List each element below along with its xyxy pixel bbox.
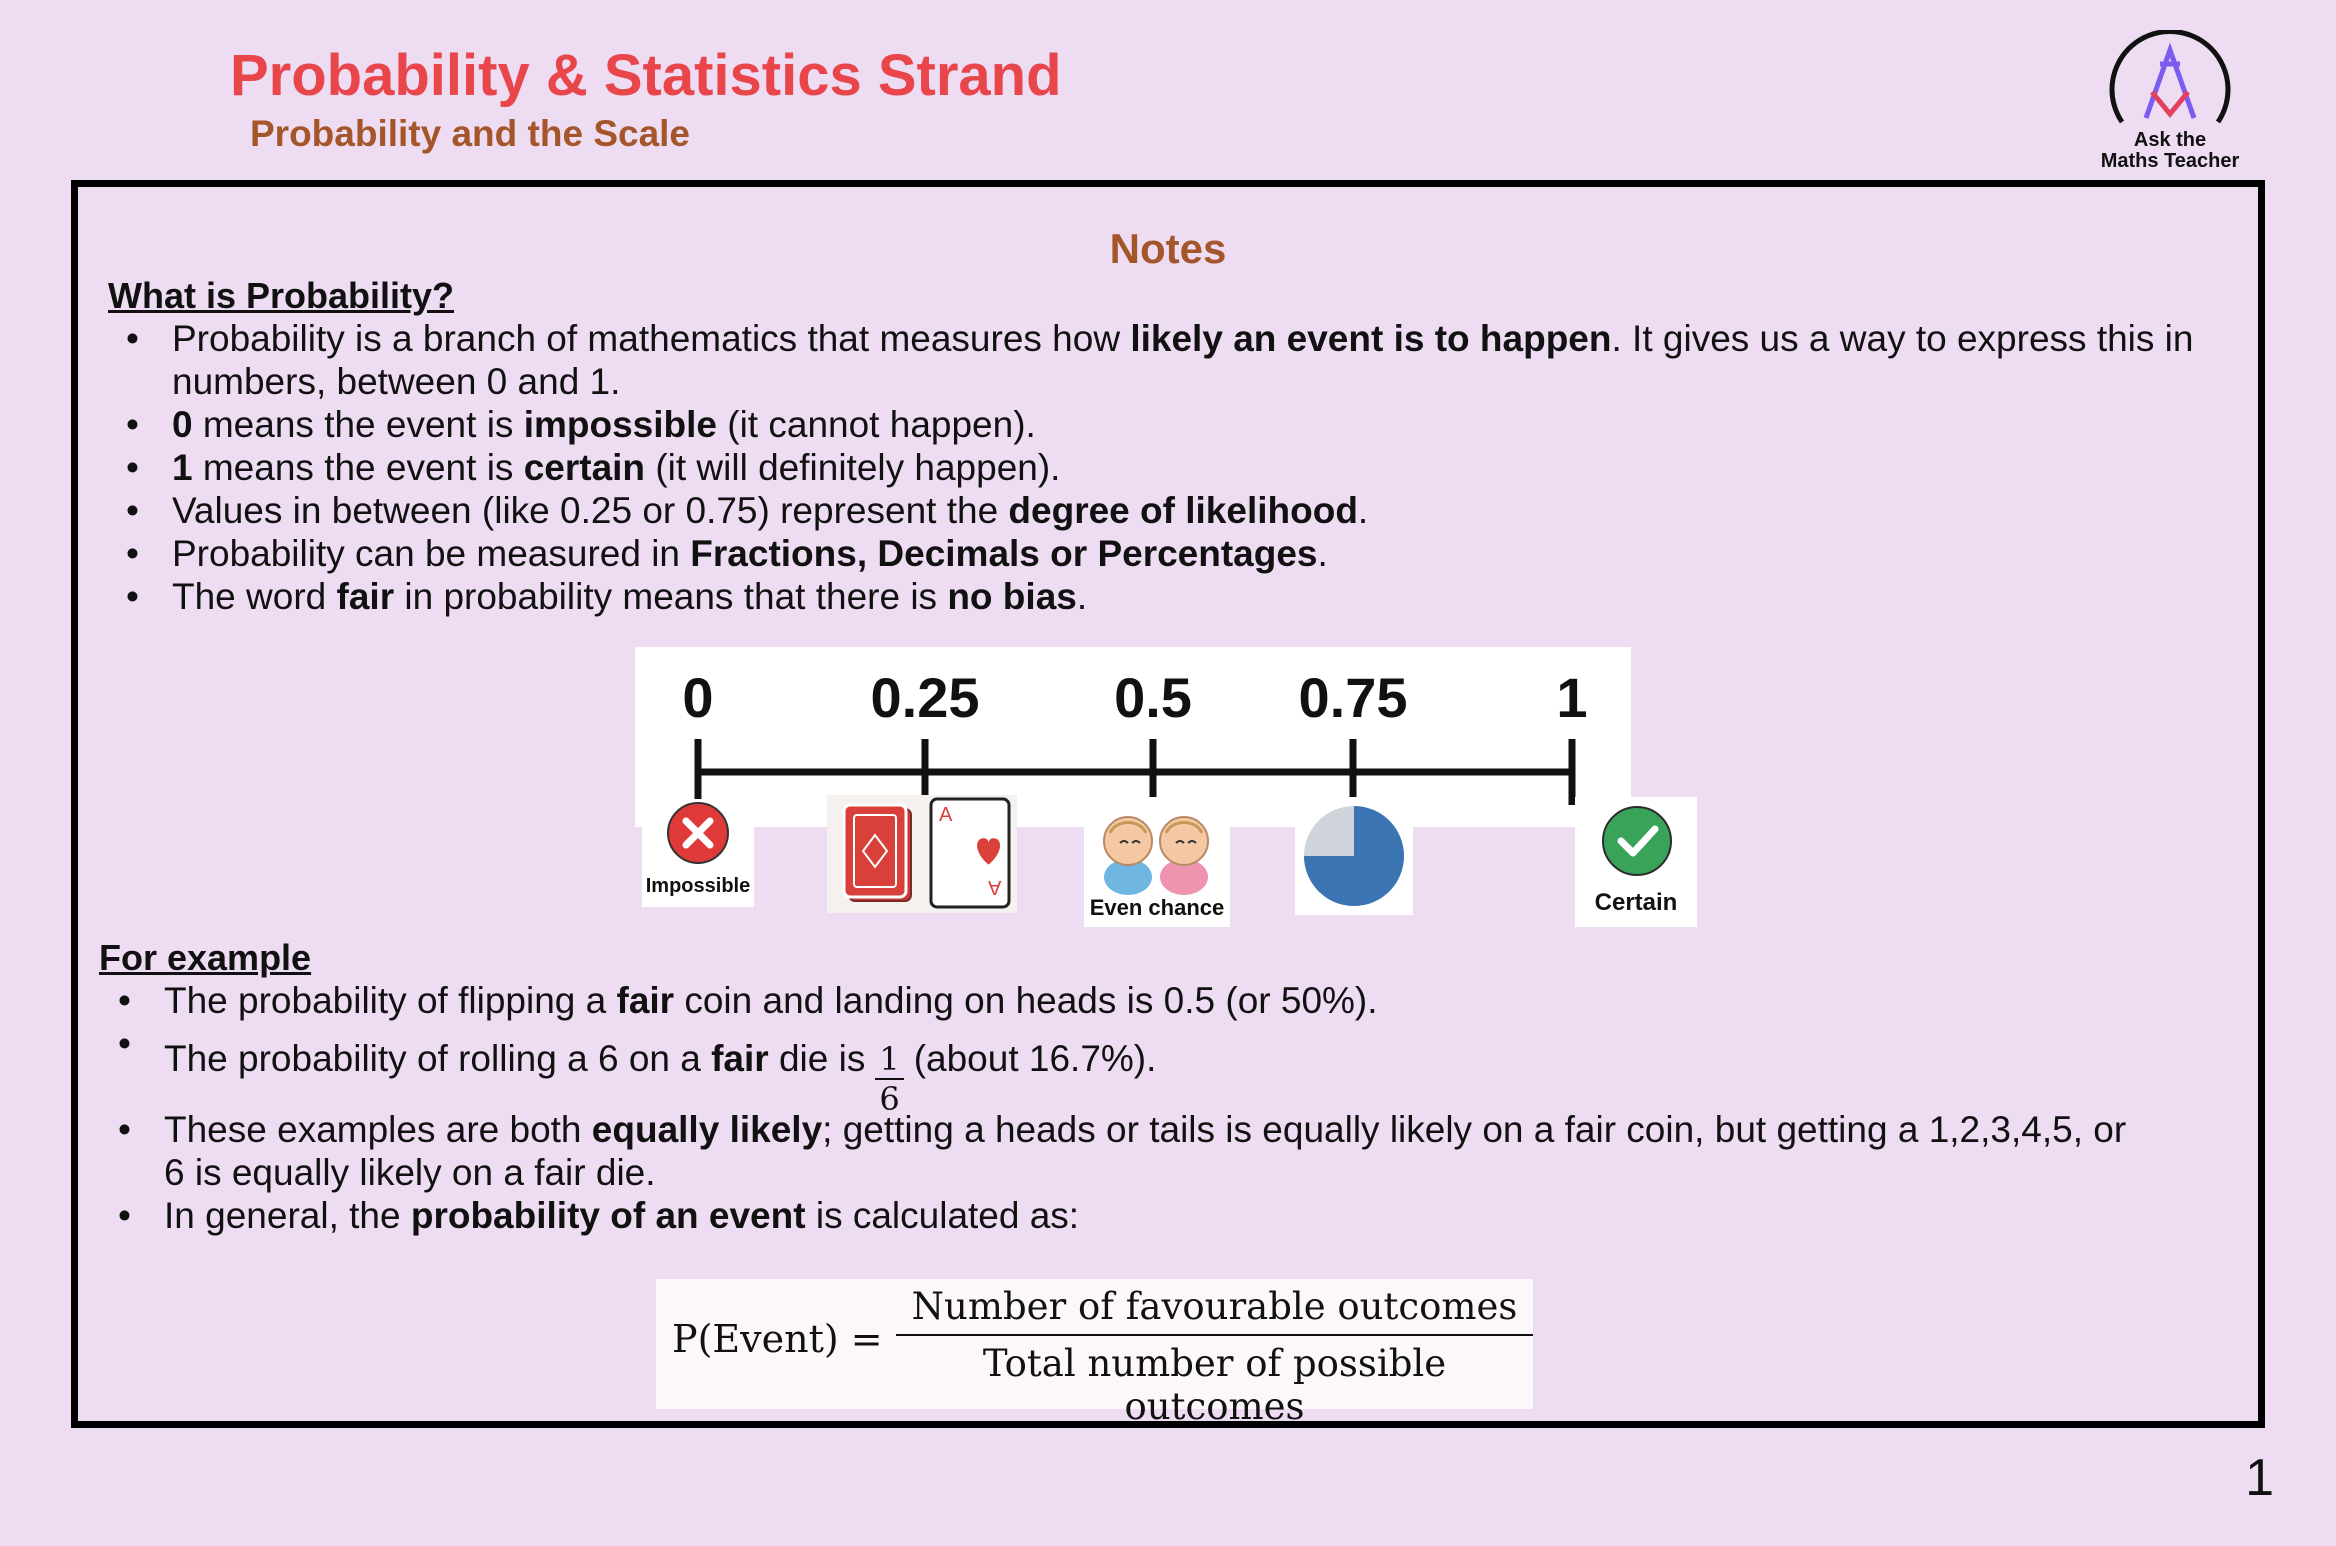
impossible-label: Impossible bbox=[645, 875, 751, 897]
formula-fraction bbox=[896, 1285, 1533, 1428]
card-corner-bottom: A bbox=[988, 876, 1002, 898]
list-item: • The word fair in probability means that there is no bias. bbox=[172, 575, 2232, 618]
list-item: • In general, the probability of an event is calculated as: bbox=[164, 1194, 2224, 1237]
list-item: • 0 means the event is impossible (it cannot happen). bbox=[172, 403, 2232, 446]
list-item: • The probability of flipping a fair coin and landing on heads is 0.5 (or 50%). bbox=[164, 979, 2224, 1022]
page-subtitle: Probability and the Scale bbox=[250, 113, 691, 154]
list-item: • Values in between (like 0.25 or 0.75) represent the degree of likelihood. bbox=[172, 489, 2232, 532]
section-title-what-is-probability: What is Probability? bbox=[108, 275, 455, 316]
tick-label-075: 0.75 bbox=[1298, 666, 1408, 729]
pie-icon bbox=[1295, 797, 1413, 915]
probability-formula bbox=[656, 1279, 1533, 1428]
tick-label-025: 0.25 bbox=[870, 666, 980, 729]
even-chance-label: Even chance bbox=[1089, 895, 1225, 920]
check-icon bbox=[1575, 797, 1697, 887]
impossible-picture bbox=[642, 799, 754, 907]
logo-icon bbox=[2108, 30, 2232, 130]
probability-bullets bbox=[172, 317, 2232, 618]
notes-heading: Notes bbox=[1109, 225, 1227, 272]
list-item: • These examples are both equally likely; getting a heads or tails is equally likely on a fair coin, but getting a 1,2,3,4,5, or 6 is equally likely on a fair die. bbox=[164, 1108, 2154, 1194]
card-corner-top: A bbox=[939, 804, 953, 826]
logo-text-1: Ask the bbox=[2133, 129, 2207, 151]
even-chance-picture bbox=[1084, 797, 1230, 927]
probability-scale bbox=[635, 647, 1678, 927]
page-title: Probability & Statistics Strand bbox=[230, 43, 1062, 108]
list-item: • Probability is a branch of mathematics that measures how likely an event is to happen. It gives us a way to express this in numbers, between 0 and 1. bbox=[172, 317, 2232, 403]
pie-picture bbox=[1295, 797, 1413, 915]
certain-label: Certain bbox=[1594, 889, 1678, 916]
list-item: • Probability can be measured in Fractions, Decimals or Percentages. bbox=[172, 532, 2232, 575]
cross-icon bbox=[642, 799, 754, 869]
page-number: 1 bbox=[2245, 1449, 2274, 1507]
formula-denominator: Total number of possible outcomes bbox=[982, 1342, 1447, 1428]
logo-text-2: Maths Teacher bbox=[2100, 150, 2240, 172]
cards-picture bbox=[827, 795, 1017, 913]
formula-numerator: Number of favourable outcomes bbox=[896, 1285, 1533, 1336]
list-item: • The probability of rolling a 6 on a fair die is $\frac{1}{6}$ (about 16.7%). bbox=[164, 1022, 2224, 1108]
tick-label-1: 1 bbox=[1556, 666, 1588, 729]
section-title-for-example: For example bbox=[99, 937, 312, 978]
logo bbox=[2090, 30, 2250, 180]
certain-picture bbox=[1575, 797, 1697, 927]
example-bullets bbox=[164, 979, 2224, 1237]
list-item: • 1 means the event is certain (it will definitely happen). bbox=[172, 446, 2232, 489]
babies-icon bbox=[1084, 797, 1230, 897]
notes-box bbox=[71, 180, 2265, 1428]
fraction-one-sixth: $\frac{1}{6}$ bbox=[875, 1040, 903, 1118]
tick-label-0: 0 bbox=[682, 666, 714, 729]
tick-label-05: 0.5 bbox=[1114, 666, 1192, 729]
playing-cards-icon bbox=[827, 795, 1017, 913]
formula-lhs: P(Event) = bbox=[672, 1317, 883, 1361]
